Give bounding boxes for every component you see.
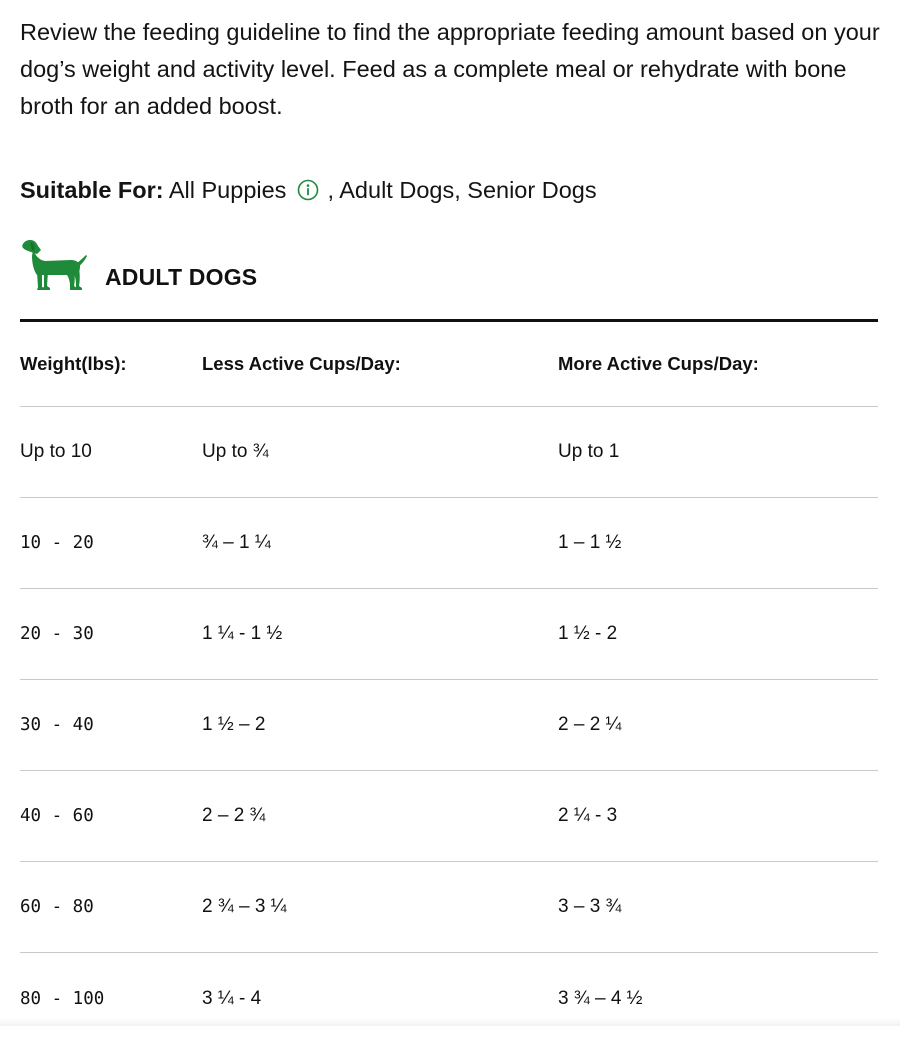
less-active-cell: 3 ¼ - 4 <box>202 987 262 1009</box>
weight-cell: 40 - 60 <box>20 806 94 826</box>
more-active-cell: 1 – 1 ½ <box>558 532 622 553</box>
table-row <box>20 680 878 771</box>
less-active-cell: ¾ – 1 ¼ <box>202 532 271 553</box>
dog-icon <box>19 238 87 290</box>
table-row <box>20 862 878 953</box>
suitable-for <box>20 172 597 209</box>
feeding-table <box>20 322 878 1044</box>
suitable-for-label: Suitable For: <box>20 177 164 203</box>
less-active-cell: Up to ¾ <box>202 441 269 462</box>
more-active-cell: Up to 1 <box>558 441 620 462</box>
suitable-for-rest: , Adult Dogs, Senior Dogs <box>327 177 597 203</box>
less-active-cell: 1 ¼ - 1 ½ <box>202 623 283 644</box>
section-title: ADULT DOGS <box>105 264 258 290</box>
weight-cell: 80 - 100 <box>20 988 105 1009</box>
weight-cell: 20 - 30 <box>20 624 94 644</box>
header-more-active: More Active Cups/Day: <box>558 353 759 374</box>
header-weight: Weight(lbs): <box>20 353 127 374</box>
table-row <box>20 407 878 498</box>
info-icon[interactable] <box>297 179 319 201</box>
table-row <box>20 953 878 1044</box>
less-active-cell: 1 ½ – 2 <box>202 714 266 735</box>
weight-cell: Up to 10 <box>20 441 92 462</box>
table-header-row <box>20 322 878 407</box>
table-row <box>20 498 878 589</box>
more-active-cell: 2 – 2 ¼ <box>558 714 622 735</box>
less-active-cell: 2 ¾ – 3 ¼ <box>202 896 287 917</box>
bottom-fade <box>0 1018 900 1026</box>
table-row <box>20 771 878 862</box>
weight-cell: 10 - 20 <box>20 533 94 553</box>
header-less-active: Less Active Cups/Day: <box>202 353 401 374</box>
more-active-cell: 3 – 3 ¾ <box>558 896 622 917</box>
more-active-cell: 2 ¼ - 3 <box>558 805 618 826</box>
table-row <box>20 589 878 680</box>
more-active-cell: 1 ½ - 2 <box>558 623 618 644</box>
less-active-cell: 2 – 2 ¾ <box>202 805 266 826</box>
suitable-for-puppies: All Puppies <box>168 177 287 203</box>
intro-text: Review the feeding guideline to find the appropriate feeding amount based on your dog’s weight and activity level. Feed as a complete meal or rehydrate with bone broth for an added boost. <box>20 19 880 119</box>
more-active-cell: 3 ¾ – 4 ½ <box>558 987 643 1009</box>
weight-cell: 30 - 40 <box>20 715 94 735</box>
weight-cell: 60 - 80 <box>20 897 94 917</box>
